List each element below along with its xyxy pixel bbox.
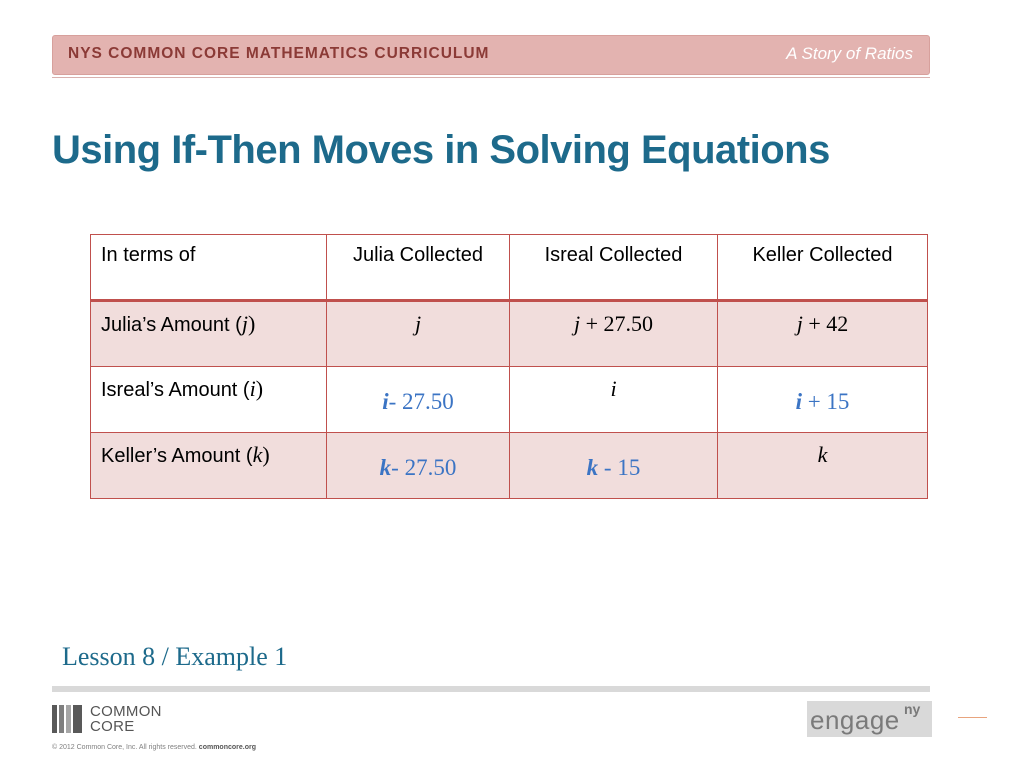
page-title: Using If-Then Moves in Solving Equations	[52, 128, 830, 172]
answer-cell: i- 27.50	[327, 367, 510, 433]
answer-cell: k- 27.50	[327, 433, 510, 499]
row-label: Keller’s Amount (k)	[91, 433, 327, 499]
table-row	[91, 301, 928, 367]
footer-divider	[52, 686, 930, 692]
expression-cell: j + 27.50	[510, 301, 718, 367]
header-divider	[52, 77, 930, 78]
lesson-label: Lesson 8 / Example 1	[62, 642, 288, 671]
header-cell: Julia Collected	[327, 235, 510, 301]
expression-cell: i	[510, 367, 718, 433]
expressions-table	[90, 234, 928, 499]
common-core-logo	[52, 705, 182, 735]
header-bar	[52, 35, 930, 75]
row-label: Julia’s Amount (j)	[91, 301, 327, 367]
answer-cell: k - 15	[510, 433, 718, 499]
site-link[interactable]: commoncore.org	[198, 744, 256, 751]
row-label: Isreal’s Amount (i)	[91, 367, 327, 433]
table-row	[91, 433, 928, 499]
table-header-row	[91, 235, 928, 301]
answer-cell: i + 15	[718, 367, 928, 433]
slide-accent-line	[958, 717, 987, 718]
header-cell: Isreal Collected	[510, 235, 718, 301]
engageny-logo: engage ny	[807, 701, 932, 737]
common-core-logo-text: COMMON CORE	[90, 703, 162, 735]
header-cell: Keller Collected	[718, 235, 928, 301]
story-label: A Story of Ratios	[786, 44, 913, 63]
expression-cell: j	[327, 301, 510, 367]
expression-cell: k	[718, 433, 928, 499]
table-row	[91, 367, 928, 433]
copyright-notice: © 2012 Common Core, Inc. All rights reserved. commoncore.org	[52, 744, 256, 751]
expression-cell: j + 42	[718, 301, 928, 367]
header-cell: In terms of	[91, 235, 327, 301]
curriculum-label: NYS COMMON CORE MATHEMATICS CURRICULUM	[68, 45, 490, 62]
